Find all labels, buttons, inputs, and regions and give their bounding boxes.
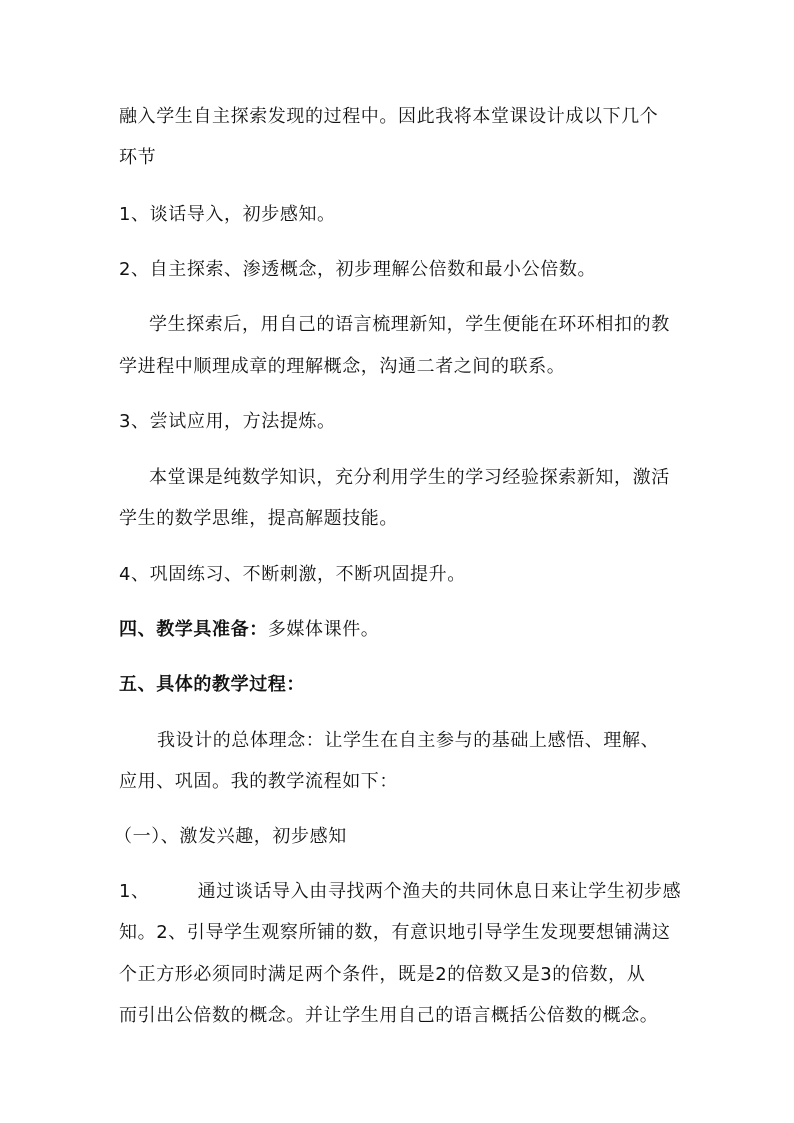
paragraph-line: 个正方形必须同时满足两个条件，既是2的倍数又是3的倍数，从 <box>119 964 646 985</box>
paragraph-line: 应用、巩固。我的教学流程如下： <box>119 771 398 792</box>
list-item-1: 1、谈话导入，初步感知。 <box>119 204 336 225</box>
paragraph-line: 学生探索后，用自己的语言梳理新知，学生便能在环环相扣的教 <box>149 314 670 335</box>
paragraph-line: 知。2、引导学生观察所铺的数，有意识地引导学生发现要想铺满这 <box>119 922 671 943</box>
paragraph-line: 本堂课是纯数学知识，充分利用学生的学习经验探索新知，激活 <box>149 467 670 488</box>
paragraph-line: 学进程中顺理成章的理解概念，沟通二者之间的联系。 <box>119 356 566 377</box>
list-item-2: 2、自主探索、渗透概念，初步理解公倍数和最小公倍数。 <box>119 259 597 280</box>
item-text: 通过谈话导入由寻找两个渔夫的共同休息日来让学生初步感 <box>197 881 682 902</box>
section-4-text: 多媒体课件。 <box>267 619 380 640</box>
list-item-4: 4、巩固练习、不断刺激，不断巩固提升。 <box>119 564 466 585</box>
paragraph-line: 学生的数学思维，提高解题技能。 <box>119 508 398 529</box>
numbered-item-line <box>119 880 681 904</box>
paragraph-line: 我设计的总体理念：让学生在自主参与的基础上感悟、理解、 <box>157 730 660 751</box>
paragraph-line: 融入学生自主探索发现的过程中。因此我将本堂课设计成以下几个 <box>119 106 659 127</box>
subsection-heading: （一）、激发兴趣，初步感知 <box>114 826 347 847</box>
paragraph-line: 环节 <box>119 147 157 168</box>
section-4-line <box>119 618 379 642</box>
section-5-heading: 五、具体的教学过程： <box>119 674 305 695</box>
list-item-3: 3、尝试应用，方法提炼。 <box>119 411 336 432</box>
item-number: 1、 <box>119 881 150 902</box>
paragraph-line: 而引出公倍数的概念。并让学生用自己的语言概括公倍数的概念。 <box>119 1005 659 1026</box>
section-4-heading: 四、教学具准备： <box>119 619 268 640</box>
